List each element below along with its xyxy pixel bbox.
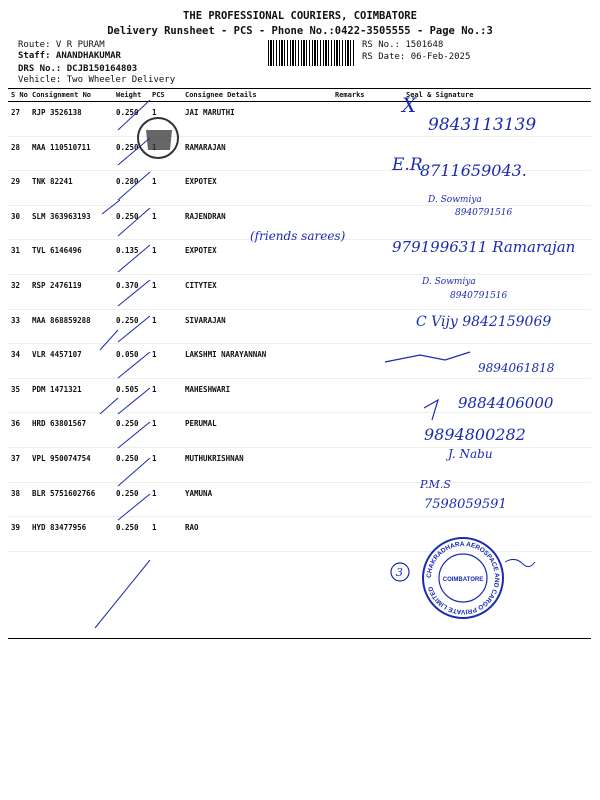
row-consignee: EXPOTEX bbox=[182, 171, 332, 206]
row-pcs: 1 bbox=[149, 309, 182, 344]
row-consignment-no: VPL 950074754 bbox=[29, 447, 113, 482]
remark-30: (friends sarees) bbox=[250, 229, 346, 243]
row-sno: 34 bbox=[8, 344, 29, 379]
row-sno: 39 bbox=[8, 517, 29, 552]
row-sno: 38 bbox=[8, 482, 29, 517]
col-consignment: Consignment No bbox=[29, 89, 113, 102]
sig-35-phone: 9894800282 bbox=[424, 425, 526, 444]
sig-31-phone: 8940791516 bbox=[450, 291, 508, 301]
row-pcs: 1 bbox=[149, 482, 182, 517]
row-consignment-no: MAA 110510711 bbox=[29, 136, 113, 171]
row-pcs: 1 bbox=[149, 274, 182, 309]
col-pcs: PCS bbox=[149, 89, 182, 102]
sig-31-name: D. Sowmiya bbox=[422, 277, 476, 287]
row-sno: 35 bbox=[8, 378, 29, 413]
row-consignee: PERUMAL bbox=[182, 413, 332, 448]
seal-text: CHAKRADHARA AEROSPACE AND CARGO PRIVATE LIMITED bbox=[425, 540, 501, 616]
row-consignment-no: RJP 3526138 bbox=[29, 102, 113, 137]
sig-34-scribble bbox=[424, 400, 438, 420]
sig-38-scribble bbox=[505, 559, 535, 566]
row-sno: 27 bbox=[8, 102, 29, 137]
row-consignee: CITYTEX bbox=[182, 274, 332, 309]
seal-city: COIMBATORE bbox=[442, 577, 484, 583]
row-consignee: MUTHUKRISHNAN bbox=[182, 447, 332, 482]
tick-marks bbox=[95, 100, 150, 628]
row-pcs: 1 bbox=[149, 413, 182, 448]
sig-29-name: D. Sowmiya bbox=[428, 195, 482, 205]
row-sno: 29 bbox=[8, 171, 29, 206]
row-consignee: RAJENDRAN bbox=[182, 205, 332, 240]
row-consignment-no: MAA 868859288 bbox=[29, 309, 113, 344]
sig-33-phone: 9894061818 bbox=[478, 361, 555, 375]
row-sno: 30 bbox=[8, 205, 29, 240]
row-pcs: 1 bbox=[149, 102, 182, 137]
sig-27-mark: X bbox=[402, 93, 417, 117]
row-pcs: 1 bbox=[149, 344, 182, 379]
row-sno: 33 bbox=[8, 309, 29, 344]
sig-36-phone: 7598059591 bbox=[424, 497, 507, 512]
row-consignee: MAHESHWARI bbox=[182, 378, 332, 413]
row-consignee: LAKSHMI NARAYANNAN bbox=[182, 344, 332, 379]
row-sno: 32 bbox=[8, 274, 29, 309]
row-consignee: RAO bbox=[182, 517, 332, 552]
row-consignee: RAMARAJAN bbox=[182, 136, 332, 171]
row-consignee: YAMUNA bbox=[182, 482, 332, 517]
company-seal bbox=[423, 538, 503, 618]
row-sno: 31 bbox=[8, 240, 29, 275]
row-consignment-no: TVL 6146496 bbox=[29, 240, 113, 275]
route: Route: V R PURAM bbox=[18, 40, 105, 50]
row-weight: 0.050 bbox=[113, 344, 149, 379]
row-weight: 0.250 bbox=[113, 517, 149, 552]
col-remarks: Remarks bbox=[332, 89, 388, 102]
row-weight: 0.370 bbox=[113, 274, 149, 309]
row-consignment-no: VLR 4457107 bbox=[29, 344, 113, 379]
row-pcs: 1 bbox=[149, 378, 182, 413]
row-weight: 0.280 bbox=[113, 171, 149, 206]
sig-28-phone: 8711659043. bbox=[420, 161, 527, 180]
row-consignment-no: HRD 63801567 bbox=[29, 413, 113, 448]
row-pcs: 1 bbox=[149, 171, 182, 206]
sig-27-phone: 9843113139 bbox=[428, 115, 537, 135]
row-weight: 0.250 bbox=[113, 482, 149, 517]
col-sno: S No bbox=[8, 89, 29, 102]
sig-34-phone: 9884406000 bbox=[458, 394, 554, 412]
office-stamp bbox=[138, 118, 178, 158]
row-pcs: 1 bbox=[149, 517, 182, 552]
sig-32: C Vijy 9842159069 bbox=[416, 314, 552, 330]
row-sno: 36 bbox=[8, 413, 29, 448]
row-consignment-no: PDM 1471321 bbox=[29, 378, 113, 413]
sig-29-phone: 8940791516 bbox=[455, 208, 513, 218]
row-consignee: EXPOTEX bbox=[182, 240, 332, 275]
row-pcs: 1 bbox=[149, 240, 182, 275]
row-consignee: SIVARAJAN bbox=[182, 309, 332, 344]
row-consignee: JAI MARUTHI bbox=[182, 102, 332, 137]
row-weight: 0.250 bbox=[113, 205, 149, 240]
row-pcs: 1 bbox=[149, 447, 182, 482]
row-weight: 0.135 bbox=[113, 240, 149, 275]
vehicle: Vehicle: Two Wheeler Delivery bbox=[18, 75, 176, 85]
runsheet-subtitle: Delivery Runsheet - PCS - Phone No.:0422-3505555 - Page No.:3 bbox=[107, 25, 493, 37]
row-sno: 37 bbox=[8, 447, 29, 482]
row-pcs: 1 bbox=[149, 205, 182, 240]
sig-33-scribble bbox=[385, 352, 470, 362]
row-consignment-no: BLR 5751602766 bbox=[29, 482, 113, 517]
row-38-numeral: 3 bbox=[396, 566, 403, 579]
row-weight: 0.250 bbox=[113, 136, 149, 171]
drs-number: DRS No.: DCJB150164803 bbox=[18, 64, 138, 74]
company-title: THE PROFESSIONAL COURIERS, COIMBATORE bbox=[183, 10, 417, 22]
row-consignment-no: TNK 82241 bbox=[29, 171, 113, 206]
sig-36-name: P.M.S bbox=[420, 478, 451, 491]
sig-35-name: J. Nabu bbox=[448, 447, 493, 461]
sig-28-initials: E.R bbox=[392, 155, 423, 175]
sig-30: 9791996311 Ramarajan bbox=[392, 238, 576, 256]
row-consignment-no: HYD 83477956 bbox=[29, 517, 113, 552]
row-sno: 28 bbox=[8, 136, 29, 171]
row-weight: 0.250 bbox=[113, 309, 149, 344]
row-weight: 0.250 bbox=[113, 413, 149, 448]
col-consignee: Consignee Details bbox=[182, 89, 332, 102]
row-consignment-no: SLM 363963193 bbox=[29, 205, 113, 240]
col-signature: Seal & Signature bbox=[388, 89, 591, 102]
col-weight: Weight bbox=[113, 89, 149, 102]
row-weight: 0.250 bbox=[113, 102, 149, 137]
rs-number: RS No.: 1501648 bbox=[362, 40, 444, 50]
row-consignment-no: RSP 2476119 bbox=[29, 274, 113, 309]
staff: Staff: ANANDHAKUMAR bbox=[18, 51, 121, 61]
rs-date: RS Date: 06-Feb-2025 bbox=[362, 52, 471, 62]
row-weight: 0.505 bbox=[113, 378, 149, 413]
row-weight: 0.250 bbox=[113, 447, 149, 482]
